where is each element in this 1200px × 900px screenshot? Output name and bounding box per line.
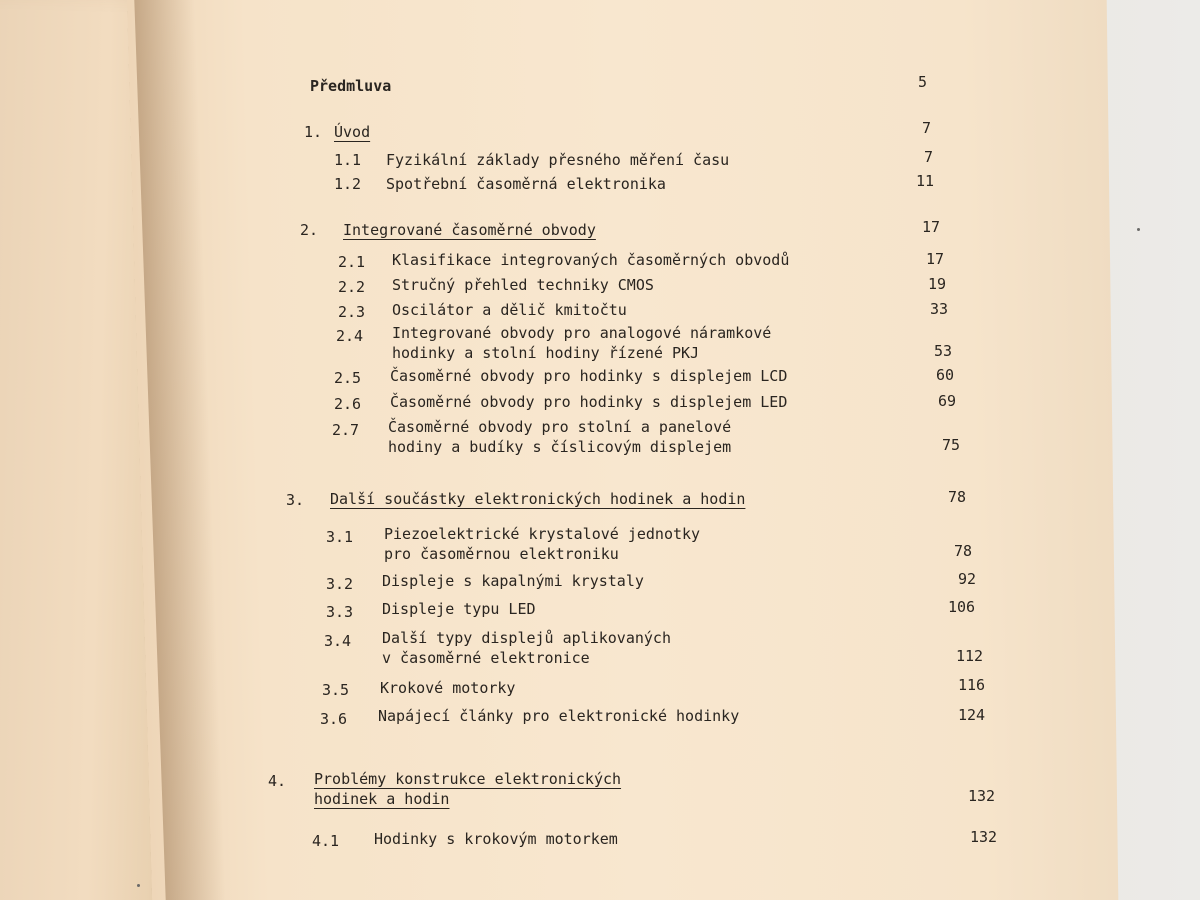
toc-page-preface: 5: [918, 73, 928, 91]
toc-num-1-2: 1.2: [334, 175, 362, 193]
toc-num-2-4: 2.4: [336, 327, 364, 345]
toc-page-3-5: 116: [958, 676, 986, 694]
toc-page-1: 7: [922, 119, 932, 137]
toc-page-2-7: 75: [942, 436, 961, 454]
toc-num-2-1: 2.1: [338, 253, 366, 271]
toc-title-4-1: Hodinky s krokovým motorkem: [374, 830, 618, 848]
toc-title-3-4: Další typy displejů aplikovaných v časoměrné elektronice: [382, 629, 671, 667]
speck: [1137, 228, 1140, 231]
toc-title-3-1: Piezoelektrické krystalové jednotky pro časoměrnou elektroniku: [384, 525, 701, 563]
toc-num-1: 1.: [304, 123, 323, 141]
toc-title-2-6: Časoměrné obvody pro hodinky s displejem LED: [390, 393, 788, 411]
toc-page-2-6: 69: [938, 392, 957, 410]
toc-page-2-3: 33: [930, 300, 949, 318]
toc-title-1-2: Spotřební časoměrná elektronika: [386, 175, 666, 193]
toc-page-3-6: 124: [958, 706, 986, 724]
toc-num-3-6: 3.6: [320, 710, 348, 728]
toc-title-1: Úvod: [334, 123, 371, 141]
toc-page-2-1: 17: [926, 250, 945, 268]
toc-title-3-5: Krokové motorky: [380, 679, 516, 697]
toc-title-2-2: Stručný přehled techniky CMOS: [392, 276, 654, 294]
toc-page-3-3: 106: [948, 598, 976, 616]
toc-title-3-2: Displeje s kapalnými krystaly: [382, 572, 644, 590]
toc-page-2-4: 53: [934, 342, 953, 360]
toc-title-2-1: Klasifikace integrovaných časoměrných obvodů: [392, 251, 790, 269]
toc-page-3-1: 78: [954, 542, 973, 560]
toc-page-4: 132: [968, 787, 996, 805]
toc-title-2-3: Oscilátor a dělič kmitočtu: [392, 301, 627, 319]
toc-title-2-7: Časoměrné obvody pro stolní a panelové hodiny a budíky s číslicovým displejem: [388, 418, 732, 456]
toc-title-3-3: Displeje typu LED: [382, 600, 536, 618]
toc-page-2: 17: [922, 218, 941, 236]
toc-num-2-3: 2.3: [338, 303, 366, 321]
toc-title-preface: Předmluva: [310, 77, 392, 95]
toc-page-3-4: 112: [956, 647, 984, 665]
toc-num-2-5: 2.5: [334, 369, 362, 387]
toc-num-3-2: 3.2: [326, 575, 354, 593]
toc-num-3-3: 3.3: [326, 603, 354, 621]
toc-title-1-1: Fyzikální základy přesného měření času: [386, 151, 730, 169]
toc-num-3-1: 3.1: [326, 528, 354, 546]
toc-num-3-4: 3.4: [324, 632, 352, 650]
toc-page-3-2: 92: [958, 570, 977, 588]
speck: [137, 884, 140, 887]
toc-page-4-1: 132: [970, 828, 998, 846]
toc-num-4: 4.: [268, 772, 287, 790]
toc-num-2-7: 2.7: [332, 421, 360, 439]
toc-title-4: Problémy konstrukce elektronických hodinek a hodin: [314, 770, 622, 808]
toc-page-2-5: 60: [936, 366, 955, 384]
toc-num-3: 3.: [286, 491, 305, 509]
toc-title-2-4: Integrované obvody pro analogové náramkové hodinky a stolní hodiny řízené PKJ: [392, 324, 772, 362]
toc-num-2-2: 2.2: [338, 278, 366, 296]
toc-title-3: Další součástky elektronických hodinek a hodin: [330, 490, 746, 508]
toc-title-3-6: Napájecí články pro elektronické hodinky: [378, 707, 740, 725]
toc-num-3-5: 3.5: [322, 681, 350, 699]
toc-num-4-1: 4.1: [312, 832, 340, 850]
toc-title-2: Integrované časoměrné obvody: [343, 221, 596, 239]
toc-page-2-2: 19: [928, 275, 947, 293]
toc-page-3: 78: [948, 488, 967, 506]
toc-page-1-2: 11: [916, 172, 935, 190]
toc-num-2: 2.: [300, 221, 319, 239]
toc-num-2-6: 2.6: [334, 395, 362, 413]
toc-title-2-5: Časoměrné obvody pro hodinky s displejem LCD: [390, 367, 788, 385]
toc-page-1-1: 7: [924, 148, 934, 166]
toc-num-1-1: 1.1: [334, 151, 362, 169]
